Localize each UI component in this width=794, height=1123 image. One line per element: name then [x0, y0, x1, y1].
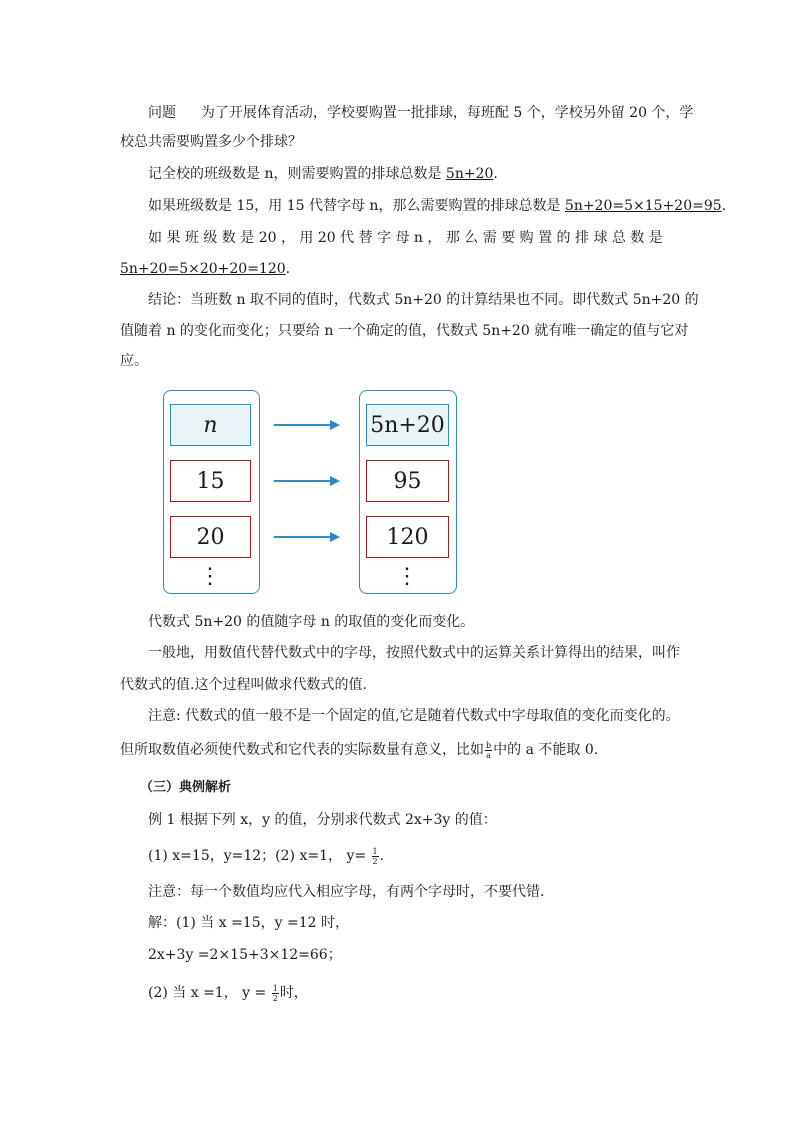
- right-continuation-dots: ⋮: [396, 564, 418, 589]
- paragraph-class-count: [148, 164, 498, 184]
- definition-line-1: 一般地，用数值代替代数式中的字母，按照代数式中的运算关系计算得出的结果，叫作: [148, 645, 680, 661]
- fraction-numerator: 1: [372, 846, 378, 856]
- note-line-2: [120, 740, 598, 760]
- solution-line-3-end: 时，: [279, 985, 308, 1001]
- solution-line-3-text: (2) 当 x =1， y =: [148, 985, 271, 1001]
- fraction-denominator: 2: [372, 856, 378, 866]
- left-continuation-dots: ⋮: [199, 564, 221, 589]
- left-cell-20: [170, 516, 251, 558]
- example-line-2-text: (1) x=15，y=12；(2) x=1， y=: [148, 848, 371, 864]
- arrow-icon-row-3: [274, 530, 340, 544]
- problem-line-1: [148, 103, 693, 123]
- left-cell-20-text: 20: [196, 524, 225, 550]
- fraction-denominator: 2: [272, 993, 278, 1003]
- p1-text: 记全校的班级数是 n，则需要购置的排球总数是: [148, 166, 446, 182]
- right-cell-expression-text: 5n+20: [370, 412, 445, 438]
- arrow-icon-row-1: [274, 418, 340, 432]
- p2-expression: 5n+20=5×15+20=95: [564, 198, 722, 214]
- example-line-2: [148, 846, 384, 866]
- note-line-2-end: 中的 a 不能取 0.: [493, 742, 599, 758]
- diagram-caption: 代数式 5n+20 的值随字母 n 的取值的变化而变化。: [148, 614, 475, 630]
- p1-expression: 5n+20: [445, 166, 494, 182]
- fraction-one-half: [372, 847, 379, 866]
- arrow-icon-row-2: [274, 474, 340, 488]
- p2-text: 如果班级数是 15，用 15 代替字母 n，那么需要购置的排球总数是: [148, 198, 565, 214]
- problem-line-2: 校总共需要购置多少个排球？: [120, 134, 302, 150]
- left-cell-variable-text: n: [203, 412, 218, 438]
- fraction-b-over-a: [485, 741, 492, 760]
- p3-expression: 5n+20=5×20+20=120: [120, 261, 286, 277]
- solution-line-3: [148, 983, 308, 1003]
- problem-text: 为了开展体育活动，学校要购置一批排球，每班配 5 个，学校另外留 20 个，学: [200, 105, 694, 121]
- p1-end: .: [493, 166, 498, 182]
- paragraph-20-classes-line-1: 如 果 班 级 数 是 20 ， 用 20 代 替 字 母 n ， 那 么 需 要 购 置 的 排 球 总 数 是: [148, 230, 663, 246]
- fraction-numerator: 1: [272, 983, 278, 993]
- solution-line-1: 解：(1) 当 x =15，y =12 时，: [148, 915, 349, 931]
- left-cell-variable: [170, 404, 251, 446]
- p2-end: .: [721, 198, 727, 214]
- right-cell-120: [366, 516, 449, 558]
- example-line-2-end: .: [379, 848, 385, 864]
- right-cell-120-text: 120: [386, 524, 429, 550]
- left-cell-15: [170, 460, 251, 502]
- conclusion-line-3: 应。: [120, 353, 148, 369]
- right-cell-expression: [366, 404, 449, 446]
- section-heading: （三）典例解析: [140, 780, 232, 795]
- right-cell-95: [366, 460, 449, 502]
- p3-end: .: [285, 261, 291, 277]
- right-cell-95-text: 95: [393, 468, 422, 494]
- conclusion-line-2: 值随着 n 的变化而变化；只要给 n 一个确定的值，代数式 5n+20 就有唯一确定的值与它对: [120, 323, 689, 339]
- note-line-2-text: 但所取数值必须使代数式和它代表的实际数量有意义，比如: [120, 742, 484, 758]
- left-cell-15-text: 15: [196, 468, 225, 494]
- paragraph-20-classes-line-2: [120, 259, 290, 279]
- note-2: 注意：每一个数值均应代入相应字母，有两个字母时，不要代错.: [148, 884, 545, 900]
- paragraph-15-classes: [148, 196, 726, 216]
- solution-line-2: 2x+3y =2×15+3×12=66；: [148, 947, 342, 963]
- definition-line-2: 代数式的值.这个过程叫做求代数式的值.: [120, 677, 367, 693]
- note-line-1: 注意: 代数式的值一般不是一个固定的值,它是随着代数式中字母取值的变化而变化的。: [148, 708, 680, 724]
- fraction-denominator: a: [486, 750, 491, 760]
- fraction-one-half: [272, 984, 279, 1003]
- problem-label: 问题: [148, 105, 176, 121]
- conclusion-line-1: 结论：当班数 n 取不同的值时，代数式 5n+20 的计算结果也不同。即代数式 5n+20 的: [148, 292, 699, 308]
- example-line-1: 例 1 根据下列 x，y 的值，分别求代数式 2x+3y 的值：: [148, 812, 497, 828]
- fraction-numerator: b: [486, 740, 492, 750]
